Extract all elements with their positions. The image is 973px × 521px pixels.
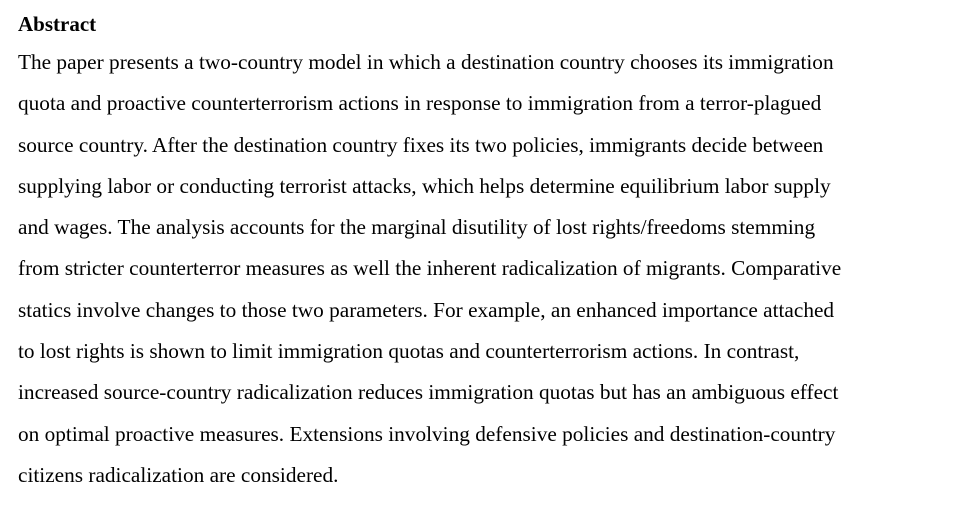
- abstract-line: citizens radicalization are considered.: [18, 462, 339, 487]
- abstract-section: [18, 6, 963, 496]
- abstract-line: increased source-country radicalization reduces immigration quotas but has an ambiguous effect: [18, 380, 839, 405]
- abstract-line: from stricter counterterror measures as well the inherent radicalization of migrants. Comparative: [18, 256, 842, 281]
- abstract-line: quota and proactive counterterrorism actions in response to immigration from a terror-plagued: [18, 91, 822, 116]
- abstract-line: source country. After the destination country fixes its two policies, immigrants decide between: [18, 132, 824, 157]
- abstract-body: [18, 42, 963, 496]
- abstract-line: and wages. The analysis accounts for the marginal disutility of lost rights/freedoms stemming: [18, 215, 816, 240]
- abstract-line: supplying labor or conducting terrorist attacks, which helps determine equilibrium labor supply: [18, 173, 831, 198]
- abstract-line: on optimal proactive measures. Extensions involving defensive policies and destination-country: [18, 421, 836, 446]
- abstract-heading: Abstract: [18, 12, 97, 36]
- abstract-line: to lost rights is shown to limit immigration quotas and counterterrorism actions. In contrast,: [18, 339, 800, 364]
- abstract-line: The paper presents a two-country model in which a destination country chooses its immigration: [18, 50, 834, 74]
- abstract-line: statics involve changes to those two parameters. For example, an enhanced importance attached: [18, 297, 835, 322]
